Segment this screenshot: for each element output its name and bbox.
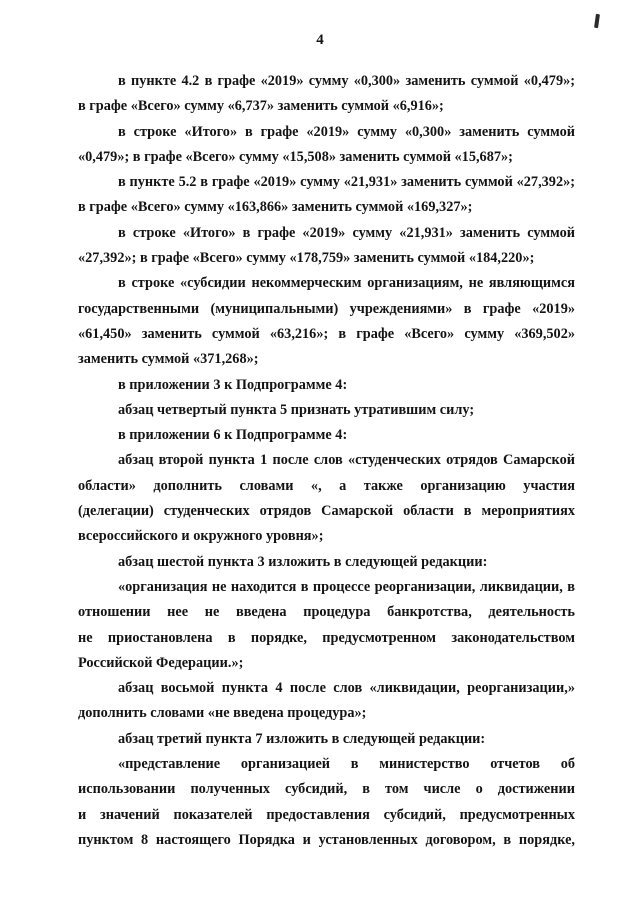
text-line: в пункте 5.2 в графе «2019» сумму «21,931» заменить суммой «27,392»; (118, 174, 575, 191)
text-line: пунктом 8 настоящего Порядка и установленных договором, в порядке, (78, 831, 575, 848)
text-line: не приостановлена в порядке, предусмотренном законодательством (78, 629, 575, 646)
text-line: дополнить словами «не введена процедура»; (78, 705, 367, 722)
text-line: «0,479»; в графе «Всего» сумму «15,508» заменить суммой «15,687»; (78, 148, 513, 165)
text-line: в приложении 6 к Подпрограмме 4: (118, 427, 348, 444)
text-line: абзац второй пункта 1 после слов «студенческих отрядов Самарской (118, 452, 575, 469)
text-line: в строке «Итого» в графе «2019» сумму «0,300» заменить суммой (118, 123, 575, 140)
text-line: в графе «Всего» сумму «6,737» заменить суммой «6,916»; (78, 98, 444, 115)
document-body (78, 69, 575, 853)
text-line: «27,392»; в графе «Всего» сумму «178,759» заменить суммой «184,220»; (78, 250, 535, 267)
text-line: «представление организацией в министерство отчетов об (118, 756, 575, 773)
text-line: отношении нее не введена процедура банкротства, деятельность (78, 604, 575, 621)
text-line: в пункте 4.2 в графе «2019» сумму «0,300» заменить суммой «0,479»; (118, 73, 575, 89)
text-line: в строке «Итого» в графе «2019» сумму «21,931» заменить суммой (118, 224, 575, 241)
page-number: 4 (316, 32, 324, 48)
text-line: в приложении 3 к Подпрограмме 4: (118, 376, 348, 393)
text-line: государственными (муниципальными) учреждениями» в графе «2019» (78, 300, 575, 317)
text-line: и значений показателей предоставления субсидий, предусмотренных (78, 806, 575, 823)
text-line: в графе «Всего» сумму «163,866» заменить суммой «169,327»; (78, 199, 473, 216)
text-line: абзац шестой пункта 3 изложить в следующей редакции: (118, 553, 488, 570)
text-line: абзац третий пункта 7 изложить в следующей редакции: (118, 730, 486, 747)
scan-mark (594, 14, 600, 28)
text-line: абзац восьмой пункта 4 после слов «ликвидации, реорганизации,» (118, 680, 575, 697)
text-line: всероссийского и окружного уровня»; (78, 528, 324, 545)
text-line: использовании полученных субсидий, в том числе о достижении (78, 781, 575, 798)
text-line: заменить суммой «371,268»; (78, 351, 259, 368)
text-line: в строке «субсидии некоммерческим организациям, не являющимся (118, 275, 575, 292)
text-line: Российской Федерации.»; (78, 654, 244, 671)
text-line: «61,450» заменить суммой «63,216»; в графе «Всего» сумму «369,502» (78, 325, 575, 342)
text-line: «организация не находится в процессе реорганизации, ликвидации, в (118, 578, 575, 595)
text-line: области» дополнить словами «, а также организацию участия (78, 477, 575, 494)
text-line: (делегации) студенческих отрядов Самарской области в мероприятиях (78, 503, 575, 520)
text-line: абзац четвертый пункта 5 признать утратившим силу; (118, 401, 475, 418)
